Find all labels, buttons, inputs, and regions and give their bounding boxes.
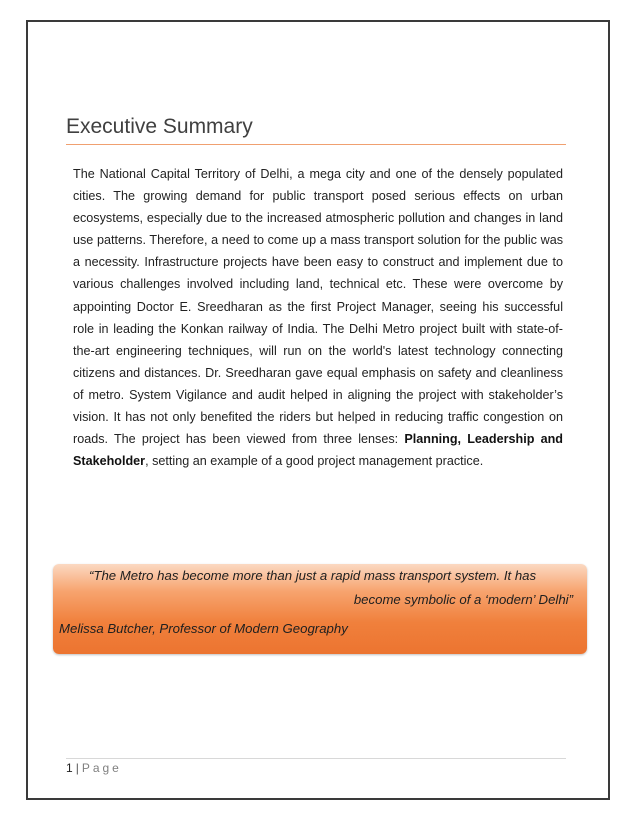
page-label: Page: [81, 761, 122, 775]
page-title: Executive Summary: [66, 114, 566, 145]
summary-bold-lenses: Planning, Leadership and Stakeholder: [73, 432, 563, 469]
pull-quote-box: [53, 564, 587, 654]
quote-line-2: become symbolic of a ‘modern’ Delhi”: [353, 592, 573, 607]
page-number: 1: [66, 761, 73, 775]
summary-text-end: , setting an example of a good project management practice.: [145, 454, 484, 469]
summary-paragraph: [73, 163, 563, 472]
quote-line-1: “The Metro has become more than just a rapid mass transport system. It has: [89, 568, 537, 583]
page-footer: [66, 758, 566, 775]
quote-attribution: Melissa Butcher, Professor of Modern Geography: [59, 621, 348, 636]
footer-separator: |: [75, 761, 79, 775]
summary-text: The National Capital Territory of Delhi, a mega city and one of the densely populated cities. The growing demand for public transport posed serious effects on urban ecosystems, especially due to the increased atmospheric pollution and changes in land use patterns. Therefore, a need to come up a mass transport solution for the public was a necessity. Infrastructure projects have been easy to construct and implement due to various challenges involved including land, technical etc. These were overcome by appointing Doctor E. Sreedharan as the first Project Manager, seeing his successful role in leading the Konkan railway of India. The Delhi Metro project built with state-of-the-art engineering techniques, will run on the world's latest technology connecting citizens and distances. Dr. Sreedharan gave equal emphasis on safety and cleanliness of metro. System Vigilance and audit helped in aligning the project with stakeholder’s vision. It has not only benefited the riders but helped in reducing traffic congestion on roads. The project has been viewed from three lenses:: [73, 167, 563, 447]
